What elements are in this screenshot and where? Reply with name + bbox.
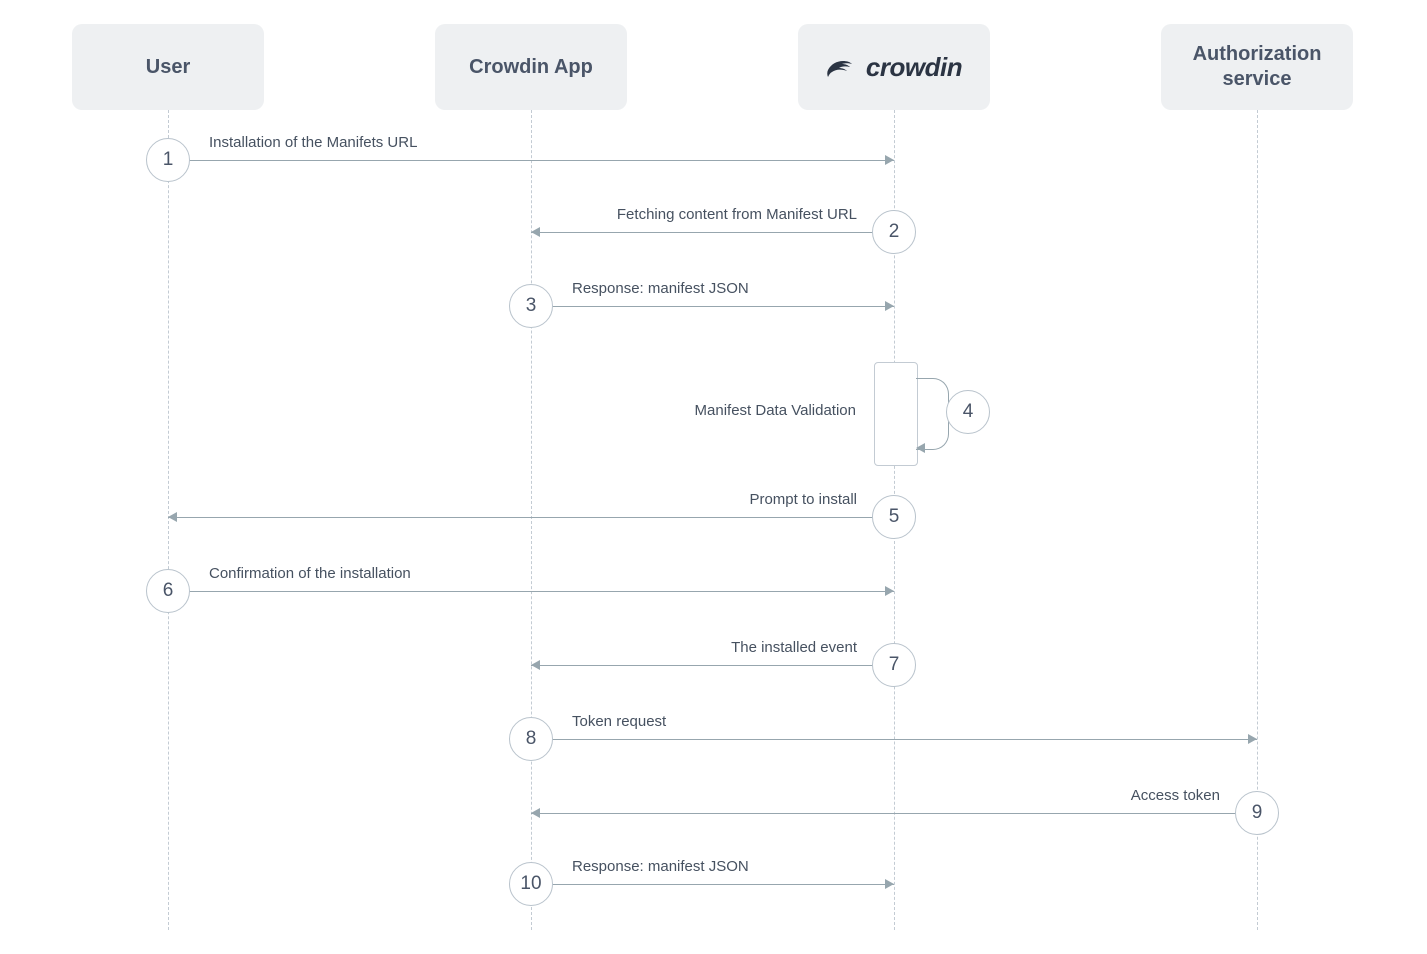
message-line-8 (531, 739, 1257, 740)
actor-authorization-service-label: Authorization service (1192, 43, 1322, 90)
arrow-head-3 (885, 301, 894, 311)
step-badge-9: 9 (1235, 791, 1279, 835)
actor-crowdin-app-label: Crowdin App (469, 55, 593, 78)
message-label-1: Installation of the Manifets URL (209, 134, 418, 151)
message-label-4: Manifest Data Validation (694, 402, 856, 419)
actor-user-label: User (145, 55, 191, 78)
message-line-5 (168, 517, 894, 518)
message-label-5: Prompt to install (749, 491, 857, 508)
actor-authorization-service (1161, 24, 1353, 110)
message-label-3: Response: manifest JSON (572, 280, 749, 297)
arrow-head-2 (531, 227, 540, 237)
arrow-head-9 (531, 808, 540, 818)
message-line-3 (531, 306, 894, 307)
message-line-6 (168, 591, 894, 592)
actor-crowdin-label: crowdin (865, 51, 963, 82)
actor-user (72, 24, 264, 110)
message-line-2 (531, 232, 894, 233)
arrow-head-4 (916, 443, 925, 453)
message-label-8: Token request (572, 713, 667, 730)
step-badge-2: 2 (872, 210, 916, 254)
message-label-2: Fetching content from Manifest URL (616, 206, 857, 223)
arrow-head-7 (531, 660, 540, 670)
step-badge-7: 7 (872, 643, 916, 687)
activation-bar-crowdin (874, 362, 918, 466)
actor-crowdin-app (435, 24, 627, 110)
crowdin-logo-icon (826, 56, 860, 78)
step-badge-5: 5 (872, 495, 916, 539)
step-badge-8: 8 (509, 717, 553, 761)
step-badge-10: 10 (509, 862, 553, 906)
message-label-7: The installed event (731, 639, 857, 656)
actor-crowdin (798, 24, 990, 110)
message-line-1 (168, 160, 894, 161)
message-line-9 (531, 813, 1257, 814)
arrow-head-6 (885, 586, 894, 596)
message-label-6: Confirmation of the installation (209, 565, 411, 582)
step-badge-1: 1 (146, 138, 190, 182)
arrow-head-10 (885, 879, 894, 889)
arrow-head-8 (1248, 734, 1257, 744)
message-label-9: Access token (1130, 787, 1220, 804)
step-badge-3: 3 (509, 284, 553, 328)
arrow-head-1 (885, 155, 894, 165)
message-line-7 (531, 665, 894, 666)
step-badge-6: 6 (146, 569, 190, 613)
arrow-head-5 (168, 512, 177, 522)
self-loop-4 (916, 378, 949, 450)
step-badge-4: 4 (946, 390, 990, 434)
message-line-10 (531, 884, 894, 885)
message-label-10: Response: manifest JSON (572, 858, 749, 875)
